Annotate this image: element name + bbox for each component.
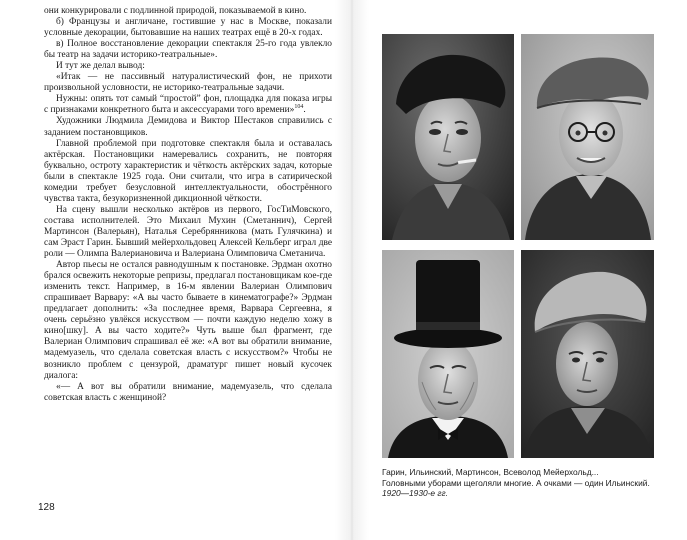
photo-caption (382, 467, 657, 499)
portrait-top-hat-drawing (382, 250, 514, 458)
paragraph: они конкурировали с подлинной природой, показываемой в кино. (44, 6, 307, 16)
paragraph-with-footnote: Нужны: опять тот самый “простой” фон, площадка для показа игры с признаками конкретного быта и аксессуарами того времени»$^{104}$. (44, 94, 332, 116)
portrait-beret-drawing (382, 34, 514, 240)
portrait-photo-beret (382, 34, 514, 240)
paragraph-text: Нужны: опять тот самый “простой” фон, площадка для показа игры с признаками конкретного быта и аксессуарами того времени» (44, 94, 332, 116)
page-number: 128 (38, 502, 55, 513)
portrait-light-cap-drawing (521, 250, 654, 458)
caption-line: Гарин, Ильинский, Мартинсон, Всеволод Мейерхольд... (382, 467, 599, 477)
caption-date: 1920—1930-е гг. (382, 488, 448, 499)
paragraph: б) Французы и англичане, гостившие у нас в Москве, показали условные декорации, бытовавшие на наших театрах ещё в 20-х годах. (44, 17, 332, 39)
paragraph: в) Полное восстановление декорации спектакля 25-го года увлекло бы театр на задачи историко-театральные». (44, 39, 332, 61)
portrait-cap-glasses-drawing (521, 34, 654, 240)
paragraph: Главной проблемой при подготовке спектакля была и оставалась актёрская. Постановщики намеревались сохранить, не повторяя буквально, остроту характеристик и чёткость актёрских задач, которые были в спектакле 1925 года. Они считали, что игра в сатирической комедии требует безусловной интеллектуальности, обострённого чувства такта, безукоризненной дикционной чёткости. (44, 138, 332, 204)
paragraph: Художники Людмила Демидова и Виктор Шестаков справились с заданием постановщиков. (44, 116, 332, 138)
paragraph: «Итак — не пассивный натуралистический фон, не прихоти произвольной условности, не историко-театральные задачи. (44, 72, 332, 94)
book-gutter (335, 0, 369, 540)
paragraph: Автор пьесы не остался равнодушным к постановке. Эрдман охотно брался освежить некоторые репризы, предлагал постановщикам кое-где изменить текст. Например, в 16-м явлении Валериан Олимпович спрашивает Варвару: «А вы часто бываете в кинематографе?» Эрдман предлагает дополнить: «За последнее время, Варвара Сергеевна, я очень серьёзно увлёкся искусством — почти каждую неделю хожу в кино[шку]. А вы часто ходите?» Чуть выше был фрагмент, где Валериан Олимпович спрашивал её же: «А вот вы обратили внимание, мадемуазель, что сделала советская власть с искусством?» Чтобы не возникло проблем с цензурой, драматург пишет новый кусочек диалога: (44, 260, 332, 381)
paragraph: «— А вот вы обратили внимание, мадемуазель, что сделала советская власть с женщиной? (44, 381, 332, 403)
portrait-photo-top-hat (382, 250, 514, 458)
caption-line: Головными уборами щеголяли многие. А очками — один Ильинский. (382, 477, 650, 488)
paragraph: И тут же делал вывод: (56, 61, 145, 72)
footnote-marker[interactable]: 104 (294, 104, 304, 111)
portrait-photo-flat-cap-glasses (521, 34, 654, 240)
left-page-text (44, 6, 332, 404)
paragraph: На сцену вышли несколько актёров из первого, ГосТиМовского, состава исполнителей. Это Михаил Мухин (Сметаннич), Сергей Мартинсон (Валерьян), Наталья Серебрянникова (мать Гулячкина) и сам Эраст Гарин. Бывший мейерхольдовец Алексей Кельберг играл две роли — Олимпа Валериановича и Валериана Олимповича Сметанича. (44, 204, 332, 260)
portrait-photo-light-cap (521, 250, 654, 458)
